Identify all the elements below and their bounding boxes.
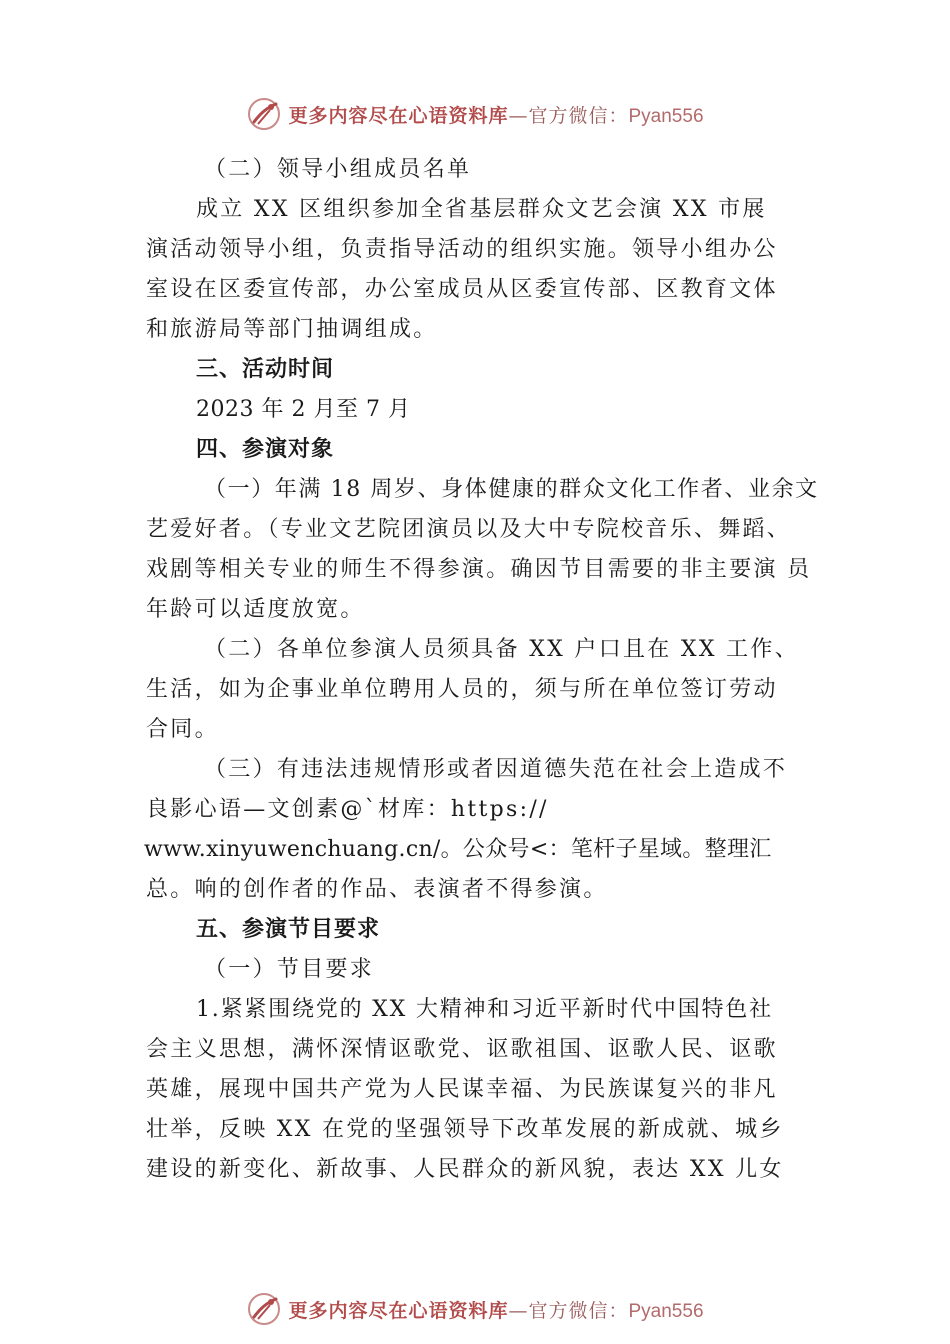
watermark-id: Pyan556 xyxy=(628,1300,704,1322)
text-line: 2023 年 2 月至 7 月 xyxy=(196,397,411,422)
logo-icon xyxy=(246,1291,282,1327)
text-line: （一）年满 18 周岁、身体健康的群众文化工作者、业余文 xyxy=(204,477,819,502)
text-line: 壮举，反映 XX 在党的坚强领导下改革发展的新成就、城乡 xyxy=(146,1117,784,1142)
section-heading: 四、参演对象 xyxy=(196,437,335,462)
logo-icon xyxy=(246,96,282,132)
watermark-rest: —官方微信： xyxy=(508,104,629,127)
watermark-text xyxy=(288,101,703,128)
text-line: 室设在区委宣传部，办公室成员从区委宣传部、区教育文体 xyxy=(146,277,778,302)
text-line: 建设的新变化、新故事、人民群众的新风貌，表达 XX 儿女 xyxy=(146,1157,784,1182)
text-line: （二）各单位参演人员须具备 XX 户口且在 XX 工作、 xyxy=(204,637,800,662)
watermark-brand: 更多内容尽在心语资料库 xyxy=(288,104,509,127)
text-line: 演活动领导小组，负责指导活动的组织实施。领导小组办公 xyxy=(146,237,778,262)
watermark-id: Pyan556 xyxy=(628,105,704,127)
watermark-text xyxy=(288,1296,703,1323)
watermark-brand: 更多内容尽在心语资料库 xyxy=(288,1299,509,1322)
document-body xyxy=(146,150,826,1190)
section-heading: 三、活动时间 xyxy=(196,357,335,382)
footer-watermark xyxy=(0,1289,950,1329)
text-line: 和旅游局等部门抽调组成。 xyxy=(146,317,438,342)
text-line: 成立 XX 区组织参加全省基层群众文艺会演 XX 市展 xyxy=(196,197,767,222)
text-line: 生活，如为企事业单位聘用人员的，须与所在单位签订劳动 xyxy=(146,677,778,702)
header-watermark xyxy=(0,94,950,134)
text-line: 艺爱好者。（专业文艺院团演员以及大中专院校音乐、舞蹈、 xyxy=(146,517,792,542)
text-line: 总。响的创作者的作品、表演者不得参演。 xyxy=(146,877,608,902)
text-line: 戏剧等相关专业的师生不得参演。确因节目需要的非主要演 员 xyxy=(146,557,812,582)
text-line: 会主义思想，满怀深情讴歌党、讴歌祖国、讴歌人民、讴歌 xyxy=(146,1037,778,1062)
text-line: （一）节目要求 xyxy=(204,957,375,982)
text-line: 英雄，展现中国共产党为人民谋幸福、为民族谋复兴的非凡 xyxy=(146,1077,778,1102)
text-line: 年龄可以适度放宽。 xyxy=(146,597,365,622)
text-line: 合同。 xyxy=(146,717,219,742)
text-line: （三）有违法违规情形或者因道德失范在社会上造成不 xyxy=(204,757,788,782)
text-line: 1.紧紧围绕党的 XX 大精神和习近平新时代中国特色社 xyxy=(196,997,773,1022)
text-line: www.xinyuwenchuang.cn/。公众号<：笔杆子星域。整理汇 xyxy=(144,837,772,862)
text-line: 良影心语—文创素@`材库：https:// xyxy=(146,797,549,822)
section-heading: 五、参演节目要求 xyxy=(196,917,381,942)
text-line: （二）领导小组成员名单 xyxy=(204,157,472,182)
watermark-rest: —官方微信： xyxy=(508,1299,629,1322)
